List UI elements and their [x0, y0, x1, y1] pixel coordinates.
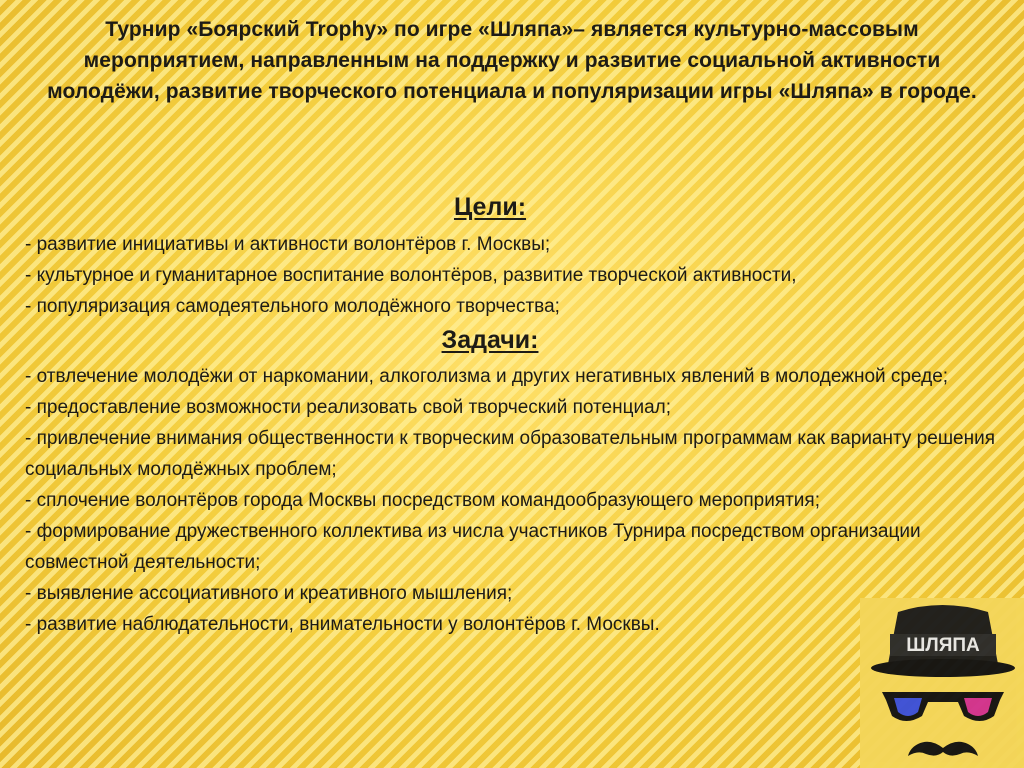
task-item: - отвлечение молодёжи от наркомании, алкоголизма и других негативных явлений в молодежной среде; [25, 366, 949, 387]
tasks-heading: Задачи: [441, 326, 539, 354]
hat-logo-graphic [860, 598, 1024, 768]
mustache [908, 742, 978, 756]
goals-list [25, 229, 1000, 322]
goal-item: - развитие инициативы и активности волонтёров г. Москвы; [25, 234, 551, 255]
hat-brim [871, 659, 1015, 677]
task-item: - привлечение внимания общественности к творческим образовательным программам как варианту решения социальных молодёжных проблем; [25, 428, 996, 480]
goals-heading: Цели: [453, 193, 527, 221]
goal-item: - культурное и гуманитарное воспитание волонтёров, развитие творческой активности, [25, 265, 797, 286]
hat-band-text: ШЛЯПА [906, 635, 980, 656]
task-item: - предоставление возможности реализовать свой творческий потенциал; [25, 397, 672, 418]
task-item: - формирование дружественного коллектива из числа участников Турнира посредством организации совместной деятельности; [25, 521, 921, 573]
goal-item: - популяризация самодеятельного молодёжного творчества; [25, 296, 560, 317]
hat-glasses-mustache-icon [860, 598, 1024, 768]
task-item: - выявление ассоциативного и креативного мышления; [25, 583, 513, 604]
task-item: - сплочение волонтёров города Москвы посредством командообразующего мероприятия; [25, 490, 820, 511]
intro-paragraph: Турнир «Боярский Trophy» по игре «Шляпа»– является культурно-массовым мероприятием, направленным на поддержку и развитие социальной активности молодёжи, развитие творческого потенциала и популяризации игры «Шляпа» в городе. [47, 18, 977, 103]
tasks-list [25, 361, 1000, 640]
task-item: - развитие наблюдательности, внимательности у волонтёров г. Москвы. [25, 614, 660, 635]
